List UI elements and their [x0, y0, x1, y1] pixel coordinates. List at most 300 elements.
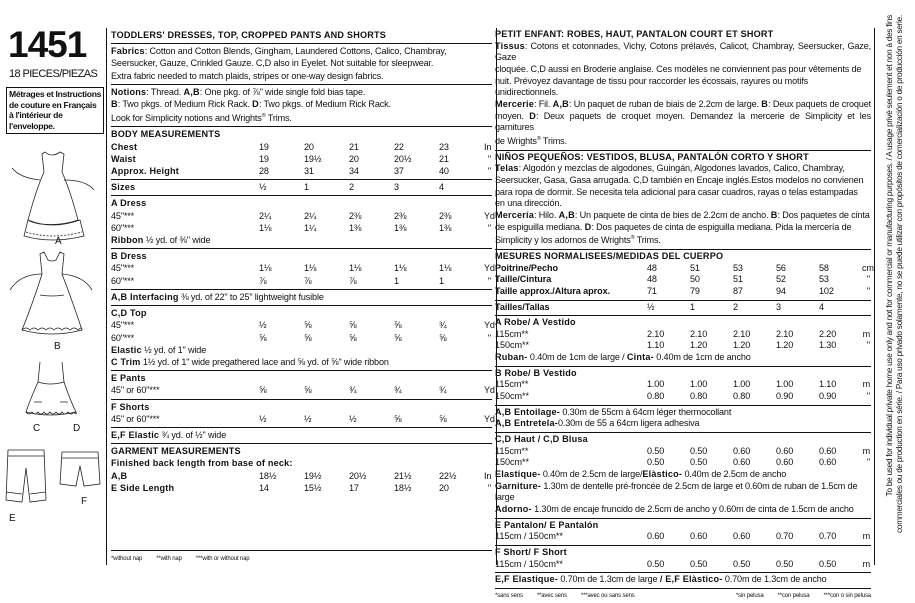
- section-block: [111, 371, 495, 399]
- text-line: [495, 233, 871, 247]
- bold-text: B Dress: [111, 251, 147, 262]
- text: Extra fabric needed to match plaids, stripes or one-way design fabrics.: [111, 70, 384, 81]
- text-line: [495, 368, 871, 380]
- footnotes: [495, 589, 871, 603]
- text-line: [495, 520, 871, 532]
- bold-text: Tissus: [495, 40, 525, 51]
- text-line: [111, 457, 492, 469]
- footnote: *sin pelusa: [735, 592, 764, 599]
- bold-text: A,B Entoilage-: [495, 406, 560, 417]
- footnote: **with nap: [156, 555, 182, 562]
- table-row: [111, 153, 492, 165]
- size-value: 4: [819, 301, 824, 312]
- size-value: 2.10: [647, 328, 665, 339]
- size-value: 0.80: [733, 391, 751, 402]
- text-line: [495, 87, 871, 99]
- size-value: ⅝: [349, 320, 357, 331]
- size-value: ⅝: [439, 332, 447, 343]
- section-block: [495, 519, 871, 546]
- row-label: 150cm**: [495, 391, 530, 402]
- size-value: 79: [690, 285, 700, 296]
- size-value: ½: [304, 413, 312, 424]
- unit: m: [862, 328, 870, 339]
- row-label: E Side Length: [111, 482, 175, 493]
- size-value: 0.60: [819, 445, 837, 456]
- text-line: [495, 198, 871, 210]
- note-line: de couture en Français: [9, 99, 97, 110]
- size-value: 21½: [394, 470, 412, 481]
- size-value: ⅞: [349, 275, 357, 286]
- size-value: 1⅜: [394, 222, 407, 233]
- size-value: 0.50: [776, 558, 794, 569]
- size-value: 19: [259, 141, 269, 152]
- size-value: ⅞: [304, 275, 312, 286]
- view-label-f: F: [81, 496, 88, 507]
- text: ⅜ yd. of 22" to 25" lightweight fusible: [178, 291, 324, 302]
- text: 0.70m de 1.3cm de ancho: [722, 574, 827, 585]
- text: Look for Simplicity notions and Wrights: [111, 113, 262, 124]
- text: : Dos paquetes de cinta de espiguilla mediana. Pida la mercería de: [591, 221, 852, 232]
- size-value: 20½: [394, 153, 412, 164]
- text: Seersucker, Gasa, Gasa arrugada. C,D también en Encaje inglés.Estos modelos no convienen: [495, 174, 864, 185]
- text-line: [495, 29, 871, 41]
- size-value: 2.10: [733, 328, 751, 339]
- legal-notice-line: To be used for individual private home use only and not for commercial or manufacturing purposes. / A usage privé seulement et non à des fins: [885, 15, 894, 497]
- size-value: 17: [349, 482, 359, 493]
- row-label: A,B: [111, 470, 128, 481]
- text-line: [495, 547, 871, 559]
- size-value: ⅝: [439, 413, 447, 424]
- row-label: 45"***: [111, 210, 135, 221]
- text-line: [111, 307, 492, 319]
- table-row: [495, 262, 874, 275]
- text: ½ yd. of 1" wide: [141, 344, 207, 355]
- bold-text: Notions: [111, 86, 147, 97]
- view-illustrations: [0, 150, 106, 570]
- bold-text: C Trim: [111, 356, 141, 367]
- size-value: ⅝: [394, 413, 402, 424]
- text: : Cotton and Cotton Blends, Gingham, Laundered Cottons, Calico, Chambray,: [144, 46, 447, 57]
- table-row: [111, 275, 492, 287]
- text: Trims.: [265, 113, 292, 124]
- text: : Dos paquetes de cinta: [777, 209, 870, 220]
- registered-mark: ®: [630, 235, 635, 242]
- size-value: 2¼: [304, 210, 317, 221]
- size-value: 0.70: [776, 531, 794, 542]
- size-value: 19½: [304, 470, 322, 481]
- text-line: [495, 111, 871, 134]
- size-value: 0.60: [690, 531, 708, 542]
- text: 0.30m de 55cm à 64cm léger thermocollant: [559, 406, 732, 417]
- size-value: 1: [439, 275, 444, 286]
- table-row: [111, 482, 492, 494]
- size-value: 0.50: [690, 457, 708, 468]
- text-line: [495, 76, 871, 88]
- bold-text: A Dress: [111, 198, 147, 209]
- footnote: **avec sens: [536, 592, 567, 599]
- size-value: 1.00: [733, 379, 751, 390]
- text: Trims.: [540, 135, 567, 146]
- size-value: 18½: [394, 482, 412, 493]
- size-value: 51: [733, 274, 743, 285]
- section-block: [111, 180, 492, 196]
- size-value: 1¼: [304, 222, 317, 233]
- size-value: 20: [304, 141, 314, 152]
- size-value: 3: [776, 301, 781, 312]
- size-value: 2.10: [690, 328, 708, 339]
- size-value: ⅝: [304, 385, 312, 396]
- text: Seersucker, Gauze, Crinkled Gauze. C,D also in Eyelet. Not suitable for sleepwear.: [111, 58, 434, 69]
- text: : Un paquete de cinta de bies de 2.2cm de ancho.: [574, 209, 771, 220]
- note-line: l'enveloppe.: [9, 120, 55, 131]
- size-value: ⅝: [394, 332, 402, 343]
- bold-text: A,B: [552, 98, 569, 109]
- spacer: [649, 591, 722, 603]
- size-value: 1: [394, 275, 399, 286]
- registered-mark: ®: [261, 113, 266, 120]
- footnote: *sans sens: [495, 592, 523, 599]
- size-value: 20: [439, 482, 449, 493]
- text-line: [111, 250, 492, 262]
- size-value: 2⅜: [439, 210, 452, 221]
- size-value: 40: [439, 166, 449, 177]
- text: : Deux paquets de croquet moyen. Demandez la mercerie de Simplicity et les garnitures: [495, 110, 871, 133]
- text-line: [495, 41, 871, 64]
- size-value: 23: [439, 141, 449, 152]
- section-block: [495, 28, 871, 151]
- footnote: ***con o sin pelusa: [823, 592, 871, 599]
- size-value: 0.60: [776, 457, 794, 468]
- size-value: ¾: [349, 385, 357, 396]
- size-value: 1.00: [647, 379, 665, 390]
- text-line: [495, 574, 871, 586]
- size-value: 0.90: [776, 391, 794, 402]
- text-line: [111, 291, 492, 303]
- bold-text: A,B Interfacing: [111, 291, 179, 302]
- size-value: 50: [690, 274, 700, 285]
- text-line: [111, 234, 492, 246]
- text: 0.40m de 2.5cm de large/: [540, 469, 643, 480]
- size-value: 2: [733, 301, 738, 312]
- size-value: 1: [690, 301, 695, 312]
- bold-text: E Pantalon/ E Pantalón: [495, 519, 599, 530]
- size-value: 51: [690, 262, 700, 273]
- text: moyen.: [495, 110, 530, 121]
- size-value: 0.60: [733, 531, 751, 542]
- row-label: 115cm**: [495, 445, 529, 456]
- size-value: 0.50: [733, 558, 751, 569]
- bold-text: Cinta-: [626, 352, 654, 363]
- row-label: 60"***: [111, 332, 135, 343]
- text-line: [495, 210, 871, 222]
- table-row: [495, 286, 871, 298]
- size-value: 2¼: [259, 210, 272, 221]
- text: Trims.: [634, 235, 661, 246]
- bold-text: Garniture-: [495, 480, 541, 491]
- text: 1½ yd. of 1" wide pregathered lace and ⅝ yd. of ⅝" wide ribbon: [140, 356, 389, 367]
- text: de espiguilla mediana.: [495, 221, 585, 232]
- bold-text: NIÑOS PEQUEÑOS: VESTIDOS, BLUSA, PANTALÓN CORTO Y SHORT: [495, 151, 809, 162]
- size-value: 0.50: [647, 445, 665, 456]
- text: 0.30m de 55 a 64cm ligera adhesiva: [557, 418, 700, 429]
- size-value: ½: [259, 320, 267, 331]
- text-line: [495, 352, 871, 364]
- row-label: 150cm**: [495, 340, 530, 351]
- footnote: ***avec ou sans sens: [580, 592, 635, 599]
- size-value: ½: [647, 301, 655, 312]
- unit: [862, 302, 871, 314]
- table-row: [495, 340, 871, 352]
- section-block: [111, 290, 492, 306]
- bold-text: E,F Elastic: [111, 429, 160, 440]
- text: : Algodón y mezclas de algodones, Guingán, Algodones lavados, Calico, Chambray,: [518, 163, 845, 174]
- size-value: 1.20: [776, 340, 794, 351]
- size-value: 0.50: [690, 445, 708, 456]
- size-value: 1.00: [690, 379, 708, 390]
- bold-text: B: [770, 209, 778, 220]
- section-block: [111, 249, 495, 290]
- text-line: [111, 401, 492, 413]
- size-value: 1⅜: [439, 222, 452, 233]
- text-line: [111, 356, 492, 368]
- row-label: Taille approx./Altura aprox.: [495, 285, 611, 296]
- row-label: 45" or 60"***: [111, 385, 160, 396]
- text: para ropa de dormir. Se necesita tela adicional para casar cuadros, rayas o telas estampadas: [495, 186, 858, 197]
- dress-b-sketch: [10, 252, 92, 334]
- size-value: 71: [647, 285, 657, 296]
- size-value: 53: [819, 274, 829, 285]
- row-label: Sizes: [111, 182, 136, 193]
- size-value: 37: [394, 166, 404, 177]
- size-value: 18½: [259, 470, 277, 481]
- view-label-e: E: [9, 513, 16, 524]
- view-label-d: D: [73, 423, 81, 434]
- view-label-c: C: [33, 423, 41, 434]
- text-line: [111, 86, 492, 98]
- size-value: 1⅛: [439, 263, 452, 274]
- bold-text: A,B Entretela-: [495, 418, 558, 429]
- bold-text: D: [252, 99, 259, 110]
- text: : Two pkgs. of Medium Rick Rack.: [258, 99, 391, 110]
- text-line: [495, 418, 871, 430]
- size-value: 0.60: [776, 445, 794, 456]
- text: 0.40m de 1cm de large /: [527, 352, 627, 363]
- table-row: [111, 210, 495, 222]
- legal-notice: [885, 15, 905, 585]
- text-line: [495, 317, 871, 329]
- size-value: 2⅜: [394, 210, 407, 221]
- text-line: [111, 70, 492, 82]
- size-value: ¾: [394, 385, 402, 396]
- section-block: [495, 546, 871, 573]
- row-label: 115cm / 150cm**: [495, 558, 563, 569]
- row-label: 45" or 60"***: [111, 413, 160, 424]
- text: : One pkg. of ⅞" wide single fold bias tape.: [199, 86, 366, 97]
- row-label: 45"***: [111, 263, 135, 274]
- size-value: 4: [439, 182, 444, 193]
- row-label: 115cm / 150cm**: [495, 531, 563, 542]
- text-line: [495, 163, 871, 175]
- bold-text: E,F Elastique-: [495, 574, 558, 585]
- text: ½ yd. of ⅜" wide: [143, 235, 211, 246]
- size-value: 1⅛: [304, 263, 317, 274]
- text-line: [495, 469, 871, 481]
- text: : Un paquet de ruban de biais de 2.2cm de large.: [568, 98, 762, 109]
- size-value: 0.50: [819, 558, 837, 569]
- bold-text: C,D Top: [111, 308, 147, 319]
- unit: ": [866, 391, 870, 402]
- size-value: 1⅛: [349, 263, 362, 274]
- unit: In: [484, 470, 492, 481]
- text-line: [111, 372, 492, 384]
- text: : Cotons et cotonnades, Vichy, Cotons prélavés, Calicot, Chambray, Seersucker, Gaze, Gaze: [495, 40, 871, 63]
- size-value: ⅝: [394, 320, 402, 331]
- unit: Yd: [484, 320, 495, 331]
- text-line: [495, 407, 871, 419]
- size-value: ¾: [439, 320, 447, 331]
- size-value: 1⅛: [259, 222, 272, 233]
- size-value: 21: [439, 153, 449, 164]
- table-row: [495, 391, 871, 403]
- size-value: 1.20: [733, 340, 751, 351]
- size-value: 19: [259, 153, 269, 164]
- size-value: 15½: [304, 482, 322, 493]
- size-value: 1⅛: [259, 263, 272, 274]
- size-value: 53: [733, 262, 743, 273]
- text-line: [495, 222, 871, 234]
- french-spanish-yardage-column: [491, 28, 875, 599]
- text: unidirectionnels.: [495, 87, 559, 98]
- section-block: [111, 28, 492, 44]
- row-label: Poitrine/Pecho: [495, 262, 558, 273]
- section-block: [111, 444, 492, 551]
- text: cloquée. C,D aussi en Broderie anglaise. Ces modèles ne conviennent pas pour vêtements de: [495, 63, 862, 74]
- size-value: 20½: [349, 470, 367, 481]
- bold-text: A,B: [183, 86, 200, 97]
- size-value: 3: [394, 182, 399, 193]
- text-line: [495, 175, 871, 187]
- table-row: [111, 262, 495, 274]
- size-value: 1.30: [819, 340, 837, 351]
- row-label: Waist: [111, 153, 136, 164]
- section-block: [495, 316, 871, 367]
- bold-text: / E,F Elàstico-: [659, 574, 723, 585]
- text-line: [111, 57, 492, 69]
- bold-text: Mercerie: [495, 98, 535, 109]
- bold-text: Ribbon: [111, 235, 144, 246]
- table-row: [111, 332, 492, 344]
- top-c-d-sketch: [26, 362, 76, 415]
- row-label: 45"***: [111, 320, 135, 331]
- table-row: [111, 319, 495, 331]
- size-value: ½: [349, 413, 357, 424]
- section-block: [111, 196, 495, 249]
- table-row: [111, 384, 495, 396]
- size-value: 87: [733, 285, 743, 296]
- table-row: [495, 274, 871, 286]
- text-line: [495, 504, 871, 516]
- size-value: ⅝: [304, 332, 312, 343]
- size-value: 1⅜: [349, 222, 362, 233]
- row-label: Approx. Height: [111, 166, 179, 177]
- unit: ": [487, 222, 491, 233]
- size-value: 0.80: [690, 391, 708, 402]
- size-value: 0.50: [690, 558, 708, 569]
- size-value: 28: [259, 166, 269, 177]
- text: 0.70m de 1.3cm de large: [557, 574, 660, 585]
- table-row: [495, 559, 871, 571]
- view-label-b: B: [54, 341, 61, 352]
- size-value: 34: [349, 166, 359, 177]
- bold-text: Finished back length from base of neck:: [111, 458, 293, 469]
- text: 0.40m de 2.5cm de ancho: [682, 469, 787, 480]
- size-value: 2.10: [776, 328, 794, 339]
- text-line: [111, 45, 492, 57]
- text: de Wrights: [495, 135, 537, 146]
- footnote: *without nap: [111, 555, 143, 562]
- unit: m: [862, 558, 870, 569]
- size-value: ½: [259, 413, 267, 424]
- dress-a-sketch: [12, 152, 94, 240]
- size-value: 56: [776, 262, 786, 273]
- unit: In: [484, 141, 492, 152]
- size-value: 0.50: [647, 457, 665, 468]
- text-line: [111, 344, 492, 356]
- unit: ": [487, 275, 491, 286]
- bold-text: C,D Haut / C,D Blusa: [495, 434, 588, 445]
- text: : Thread.: [146, 86, 184, 97]
- table-row: [495, 446, 871, 458]
- text-line: [111, 110, 492, 124]
- text: : Two pkgs. of Medium Rick Rack.: [117, 99, 253, 110]
- bold-text: E Pants: [111, 373, 146, 384]
- size-value: 20: [349, 153, 359, 164]
- note-line: Métrages et Instructions: [9, 89, 102, 99]
- section-block: [111, 127, 492, 180]
- bold-text: Elàstico-: [642, 469, 683, 480]
- unit: Yd: [484, 263, 495, 274]
- size-value: 1.10: [819, 379, 837, 390]
- text: nuit. Prévoyez davantage de tissu pour raccorder les écossais, rayures ou motifs: [495, 75, 809, 86]
- size-value: 0.60: [819, 457, 837, 468]
- text-line: [495, 434, 871, 446]
- bold-text: D: [584, 221, 592, 232]
- section-block: [111, 85, 492, 128]
- text-line: [111, 197, 492, 209]
- footnote: ***with or without nap: [195, 555, 250, 562]
- unit: ": [487, 482, 491, 493]
- bold-text: A Robe/ A Vestido: [495, 317, 576, 328]
- size-value: ⅞: [259, 275, 267, 286]
- unit: ": [487, 332, 491, 343]
- size-value: 48: [647, 262, 657, 273]
- bold-text: Telas: [495, 163, 519, 174]
- size-value: 0.50: [647, 558, 665, 569]
- section-block: [111, 428, 492, 444]
- row-label: 150cm**: [495, 457, 530, 468]
- unit: Yd: [484, 385, 495, 396]
- size-value: 1.00: [776, 379, 794, 390]
- section-block: [111, 400, 495, 428]
- section-block: [495, 406, 871, 433]
- size-value: 19½: [304, 153, 322, 164]
- text: 0.40m de 1cm de ancho: [653, 352, 751, 363]
- section-block: [111, 44, 492, 85]
- text: : Deux paquets de croquet: [768, 98, 871, 109]
- envelope-left-panel: [0, 0, 106, 580]
- table-row: [495, 329, 871, 341]
- text-line: [111, 445, 492, 457]
